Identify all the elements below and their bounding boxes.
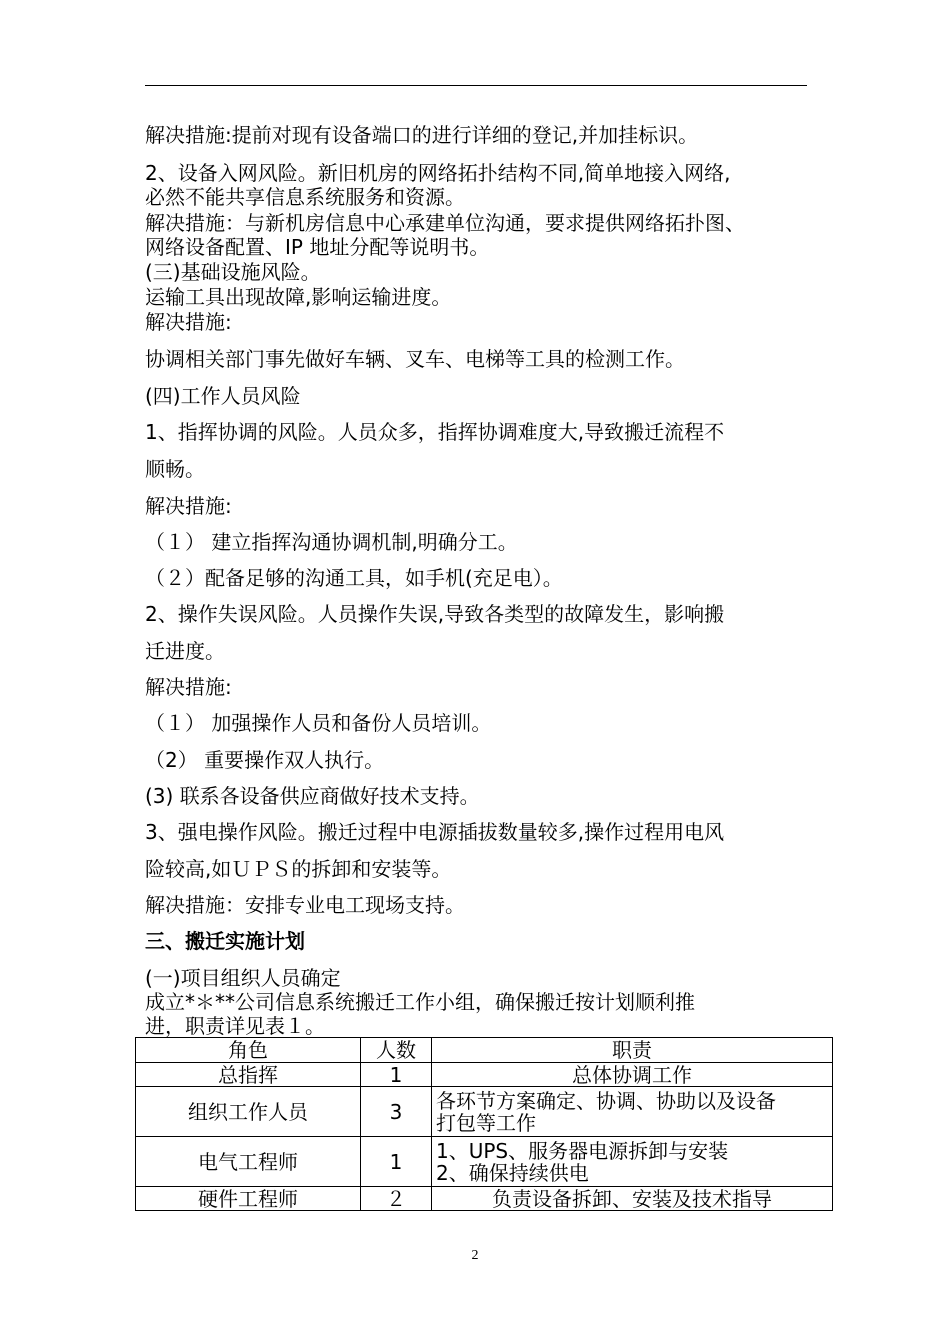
table-header-cell: 职责 xyxy=(432,1038,833,1063)
text-line: (四)工作人员风险 xyxy=(145,384,301,408)
role-cell: 组织工作人员 xyxy=(136,1087,361,1137)
text-line: 解决措施: xyxy=(145,310,232,334)
role-cell: 总指挥 xyxy=(136,1063,361,1087)
table-header-cell: 人数 xyxy=(361,1038,432,1063)
duty-line: 打包等工作 xyxy=(436,1110,536,1135)
text-line: 必然不能共享信息系统服务和资源。 xyxy=(145,185,465,209)
text-line: 成立*＊**公司信息系统搬迁工作小组，确保搬迁按计划顺利推 xyxy=(145,990,695,1014)
text-line: （2） 重要操作双人执行。 xyxy=(145,748,385,772)
text-line: 2、操作失误风险。人员操作失误,导致各类型的故障发生，影响搬 xyxy=(145,602,725,626)
text-line: 解决措施: xyxy=(145,675,232,699)
text-line: 解决措施：安排专业电工现场支持。 xyxy=(145,893,465,917)
text-line: (一)项目组织人员确定 xyxy=(145,966,341,990)
duty-line: 1、UPS、服务器电源拆卸与安装 xyxy=(436,1138,729,1163)
text-line: （１） 加强操作人员和备份人员培训。 xyxy=(145,711,492,735)
header-rule xyxy=(145,85,807,86)
duty-line: 各环节方案确定、协调、协助以及设备 xyxy=(436,1088,776,1113)
text-line: 解决措施:提前对现有设备端口的进行详细的登记,并加挂标识。 xyxy=(145,123,699,147)
staff-roles-table xyxy=(135,1037,833,1211)
count-cell: 3 xyxy=(361,1087,432,1137)
text-line: 解决措施: xyxy=(145,494,232,518)
text-line: 3、强电操作风险。搬迁过程中电源插拔数量较多,操作过程用电风 xyxy=(145,820,725,844)
role-cell: 硬件工程师 xyxy=(136,1187,361,1211)
count-cell: ２ xyxy=(361,1187,432,1211)
table-header-row xyxy=(136,1038,833,1063)
duty-cell: 负责设备拆卸、安装及技术指导 xyxy=(432,1187,833,1211)
text-line: （２）配备足够的沟通工具，如手机(充足电）。 xyxy=(145,566,563,590)
text-line: 运输工具出现故障,影响运输进度。 xyxy=(145,285,452,309)
page-number: 2 xyxy=(471,1248,479,1263)
duty-cell xyxy=(432,1087,833,1137)
text-line: 协调相关部门事先做好车辆、叉车、电梯等工具的检测工作。 xyxy=(145,347,685,371)
duty-line: 2、确保持续供电 xyxy=(436,1160,589,1185)
text-line: 1、指挥协调的风险。人员众多，指挥协调难度大,导致搬迁流程不 xyxy=(145,420,725,444)
text-line: 迁进度。 xyxy=(145,639,225,663)
text-line: 网络设备配置、IP 地址分配等说明书。 xyxy=(145,235,490,259)
text-line: 险较高,如ＵＰＳ的拆卸和安装等。 xyxy=(145,857,452,881)
duty-cell: 总体协调工作 xyxy=(432,1063,833,1087)
table-row xyxy=(136,1137,833,1187)
text-line: (3) 联系各设备供应商做好技术支持。 xyxy=(145,784,480,808)
text-line: 顺畅。 xyxy=(145,457,205,481)
text-line: 解决措施：与新机房信息中心承建单位沟通，要求提供网络拓扑图、 xyxy=(145,211,745,235)
count-cell: 1 xyxy=(361,1063,432,1087)
count-cell: 1 xyxy=(361,1137,432,1187)
text-line: （１） 建立指挥沟通协调机制,明确分工。 xyxy=(145,530,518,554)
section-heading: 三、搬迁实施计划 xyxy=(145,929,305,953)
text-line: 进，职责详见表１。 xyxy=(145,1014,325,1038)
table-header-cell: 角色 xyxy=(136,1038,361,1063)
text-line: 2、设备入网风险。新旧机房的网络拓扑结构不同,简单地接入网络, xyxy=(145,161,731,185)
role-cell: 电气工程师 xyxy=(136,1137,361,1187)
table-row xyxy=(136,1187,833,1211)
duty-cell xyxy=(432,1137,833,1187)
table-row xyxy=(136,1087,833,1137)
text-line: (三)基础设施风险。 xyxy=(145,260,321,284)
table-row xyxy=(136,1063,833,1087)
